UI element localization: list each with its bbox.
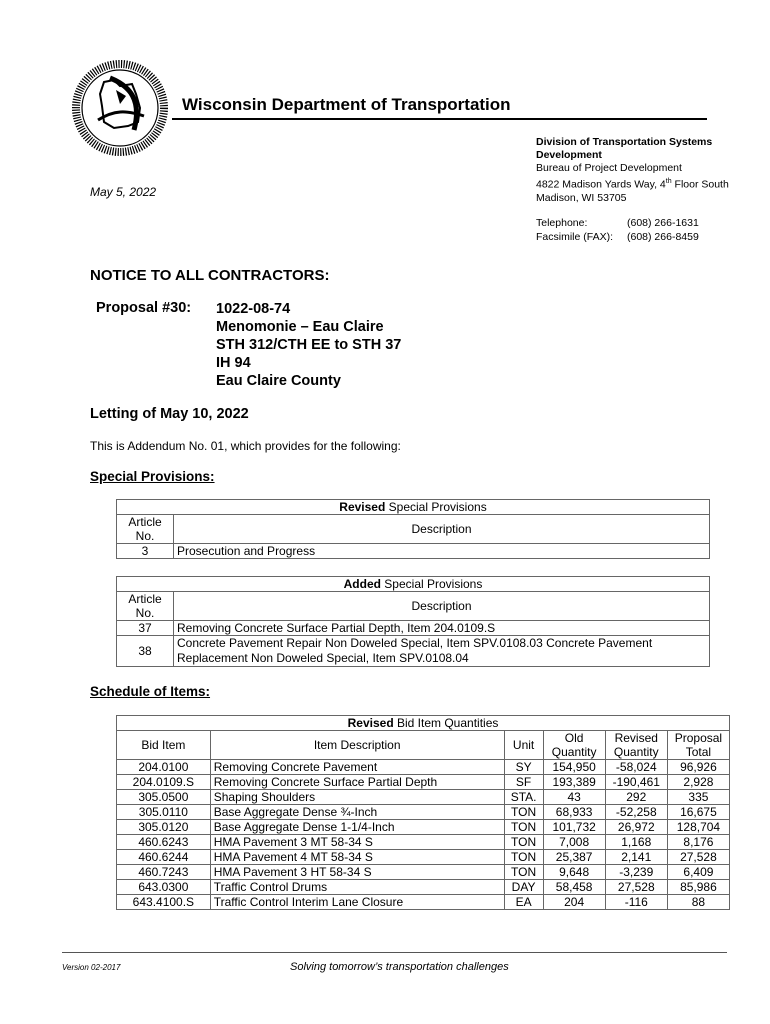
agency-name: Wisconsin Department of Transportation (182, 95, 511, 114)
table-row (117, 865, 730, 880)
table-cell: 643.0300 (117, 880, 211, 895)
col-bid-item: Bid Item (117, 731, 211, 760)
version-label: Version 02-2017 (62, 963, 121, 972)
table-row (117, 805, 730, 820)
fax-label: Facsimile (FAX): (536, 231, 614, 243)
table-cell: 204 (543, 895, 605, 910)
table-cell: Traffic Control Interim Lane Closure (210, 895, 504, 910)
table-row: 3 Prosecution and Progress (117, 544, 710, 559)
table-cell: 101,732 (543, 820, 605, 835)
proposal-line: IH 94 (216, 355, 251, 371)
table-cell: 85,986 (667, 880, 729, 895)
table-cell: 88 (667, 895, 729, 910)
col-revised-quantity: Revised Quantity (605, 731, 667, 760)
table-cell: -3,239 (605, 865, 667, 880)
table-cell: Traffic Control Drums (210, 880, 504, 895)
proposal-label: Proposal #30: (96, 300, 192, 316)
proposal-line: STH 312/CTH EE to STH 37 (216, 337, 402, 353)
added-special-provisions-table (116, 576, 710, 667)
table-cell: 204.0100 (117, 760, 211, 775)
table-cell: HMA Pavement 3 HT 58-34 S (210, 865, 504, 880)
table-row: 38 Concrete Pavement Repair Non Doweled Special, Item SPV.0108.03 Concrete Pavement Replacement Non Doweled Special, Item SPV.0108.04 (117, 636, 710, 667)
table-cell: DAY (504, 880, 543, 895)
table-row (117, 820, 730, 835)
table-caption: Revised Special Provisions (117, 500, 710, 515)
table-cell: 204.0109.S (117, 775, 211, 790)
division-line2: Development (536, 149, 602, 161)
table-cell: 292 (605, 790, 667, 805)
table-row (117, 835, 730, 850)
table-cell: TON (504, 820, 543, 835)
footer-tagline: Solving tomorrow’s transportation challenges (290, 961, 509, 973)
table-cell: 68,933 (543, 805, 605, 820)
proposal-line: Eau Claire County (216, 373, 341, 389)
col-proposal-total: Proposal Total (667, 731, 729, 760)
telephone-value: (608) 266-1631 (627, 217, 699, 229)
table-row: 37 Removing Concrete Surface Partial Depth, Item 204.0109.S (117, 621, 710, 636)
intro-text: This is Addendum No. 01, which provides for the following: (90, 439, 401, 453)
telephone-label: Telephone: (536, 217, 588, 229)
table-cell: 96,926 (667, 760, 729, 775)
table-cell: 335 (667, 790, 729, 805)
col-article: Article No. (117, 515, 174, 544)
table-cell: HMA Pavement 3 MT 58-34 S (210, 835, 504, 850)
col-article: Article No. (117, 592, 174, 621)
table-cell: SF (504, 775, 543, 790)
table-caption: Added Special Provisions (117, 577, 710, 592)
city: Madison, WI 53705 (536, 191, 627, 204)
table-cell: SY (504, 760, 543, 775)
special-provisions-heading: Special Provisions: (90, 469, 215, 484)
table-cell: 16,675 (667, 805, 729, 820)
proposal-line: Menomonie – Eau Claire (216, 319, 384, 335)
table-caption: Revised Bid Item Quantities (117, 716, 730, 731)
table-cell: Removing Concrete Surface Partial Depth (210, 775, 504, 790)
revised-special-provisions-table (116, 499, 710, 559)
table-cell: 6,409 (667, 865, 729, 880)
table-cell: 305.0110 (117, 805, 211, 820)
table-cell: 460.7243 (117, 865, 211, 880)
fax-value: (608) 266-8459 (627, 231, 699, 243)
notice-title: NOTICE TO ALL CONTRACTORS: (90, 267, 330, 284)
letter-date: May 5, 2022 (90, 185, 157, 199)
table-cell: 8,176 (667, 835, 729, 850)
table-cell: 1,168 (605, 835, 667, 850)
table-cell: 9,648 (543, 865, 605, 880)
table-cell: Shaping Shoulders (210, 790, 504, 805)
bureau: Bureau of Project Development (536, 162, 682, 174)
table-cell: 58,458 (543, 880, 605, 895)
bid-items-table (116, 715, 730, 910)
proposal-line: 1022-08-74 (216, 301, 291, 317)
division-line1: Division of Transportation Systems (536, 136, 713, 148)
col-unit: Unit (504, 731, 543, 760)
table-cell: 305.0120 (117, 820, 211, 835)
table-row (117, 880, 730, 895)
col-old-quantity: Old Quantity (543, 731, 605, 760)
division-block (536, 136, 761, 205)
table-row (117, 760, 730, 775)
table-cell: 460.6244 (117, 850, 211, 865)
table-cell: 154,950 (543, 760, 605, 775)
table-cell: 2,141 (605, 850, 667, 865)
wisdot-logo (70, 60, 170, 156)
table-cell: Removing Concrete Pavement (210, 760, 504, 775)
table-cell: 27,528 (667, 850, 729, 865)
table-cell: TON (504, 835, 543, 850)
table-cell: Base Aggregate Dense ¾-Inch (210, 805, 504, 820)
col-description: Description (174, 515, 710, 544)
table-row (117, 790, 730, 805)
table-cell: TON (504, 865, 543, 880)
schedule-heading: Schedule of Items: (90, 684, 211, 699)
table-cell: -52,258 (605, 805, 667, 820)
header-rule (172, 118, 707, 120)
table-row (117, 895, 730, 910)
table-cell: STA. (504, 790, 543, 805)
table-cell: 460.6243 (117, 835, 211, 850)
table-cell: -58,024 (605, 760, 667, 775)
col-description: Description (174, 592, 710, 621)
letting-date: Letting of May 10, 2022 (90, 406, 249, 422)
table-cell: 26,972 (605, 820, 667, 835)
proposal-details (216, 300, 401, 390)
table-cell: 128,704 (667, 820, 729, 835)
contact-block (536, 216, 699, 244)
address: 4822 Madison Yards Way, 4th Floor South (536, 178, 729, 191)
table-cell: TON (504, 805, 543, 820)
table-cell: 25,387 (543, 850, 605, 865)
footer-rule (62, 952, 727, 953)
table-cell: 305.0500 (117, 790, 211, 805)
col-item-description: Item Description (210, 731, 504, 760)
table-cell: 43 (543, 790, 605, 805)
table-cell: Base Aggregate Dense 1-1/4-Inch (210, 820, 504, 835)
table-cell: 7,008 (543, 835, 605, 850)
table-cell: -116 (605, 895, 667, 910)
table-cell: 2,928 (667, 775, 729, 790)
table-cell: -190,461 (605, 775, 667, 790)
table-cell: HMA Pavement 4 MT 58-34 S (210, 850, 504, 865)
table-row (117, 775, 730, 790)
table-cell: 193,389 (543, 775, 605, 790)
table-cell: EA (504, 895, 543, 910)
table-cell: 643.4100.S (117, 895, 211, 910)
table-row (117, 850, 730, 865)
table-cell: TON (504, 850, 543, 865)
table-cell: 27,528 (605, 880, 667, 895)
